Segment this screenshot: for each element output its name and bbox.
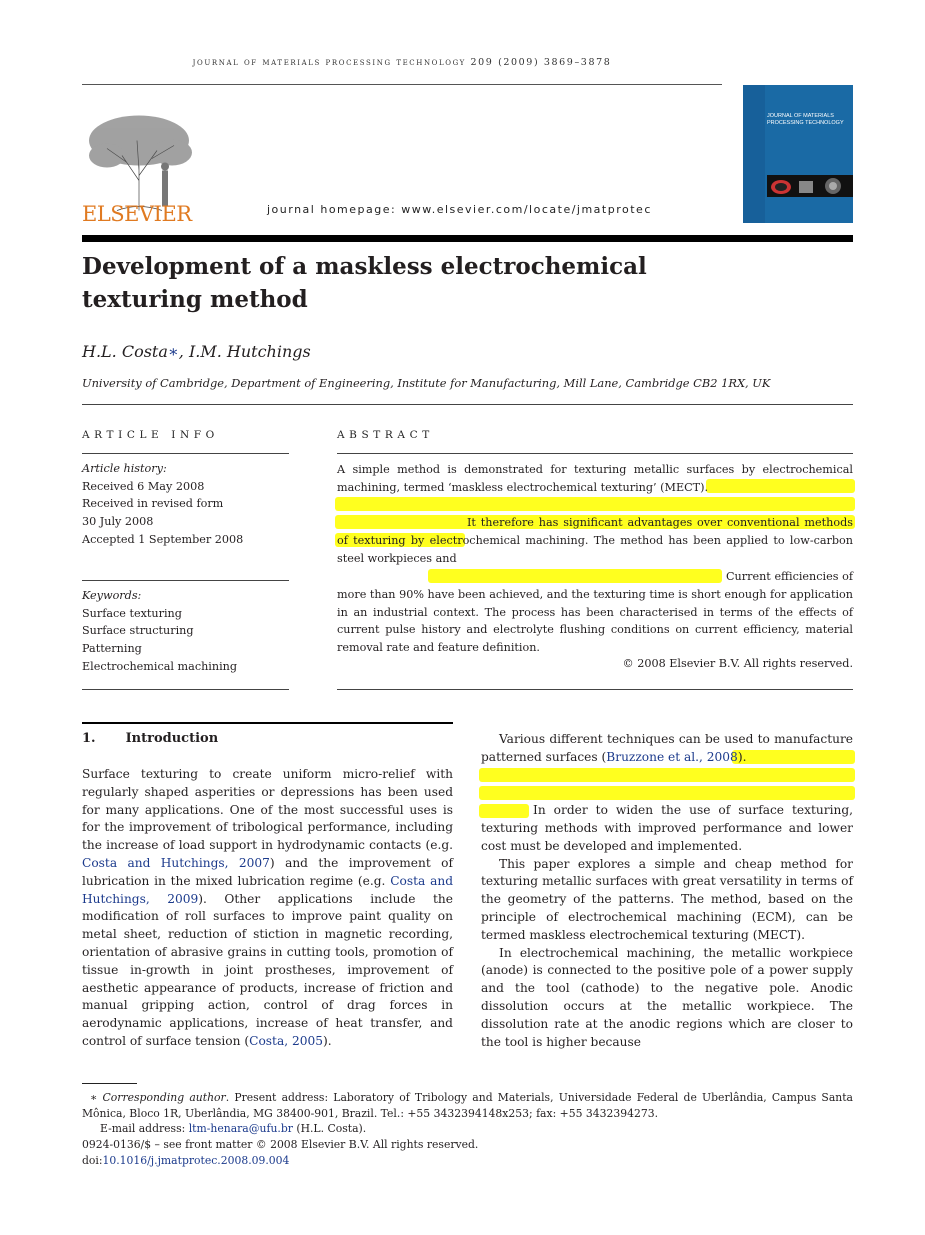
body-text: Surface texturing to create uniform micro-relief with regularly shaped asperities or depressions has been used for many applications. One of the most successful uses is for the improvement of tribological performance, including the increase of load support in hydrodynamic contacts (e.g. — [82, 767, 453, 853]
journal-citation-line: journal of materials processing technology 209 (2009) 3869–3878 — [192, 57, 612, 68]
intro-left-paragraph — [82, 766, 453, 1051]
footnote-label: Corresponding author — [102, 1091, 226, 1104]
abstract-text: A simple method is demonstrated for texturing metallic surfaces by electrochemical machining, termed ‘maskless electrochemical texturing’ (MECT). — [337, 463, 853, 494]
keywords-label: Keywords: — [82, 589, 142, 602]
email-link[interactable]: ltm-henara@ufu.br — [188, 1122, 293, 1135]
doi-link[interactable]: 10.1016/j.jmatprotec.2008.09.004 — [102, 1154, 290, 1167]
abstract-gap — [337, 497, 853, 515]
body-paragraph: In order to widen the use of surface texturing, texturing methods with improved performance and lower cost must be developed and implemented. — [481, 803, 853, 853]
footnote-text: . Present address: Laboratory of Tribology and Materials, Universidade Federal de Uberlândia, Campus Santa Mônica, Bloco 1R, Uberlândia, MG 38400-901, Brazil. Tel.: +55 3432394148x253; fax: +55 3432394273. — [82, 1091, 853, 1120]
article-title: Development of a maskless electrochemical texturing method — [82, 253, 647, 313]
history-label: Article history: — [82, 462, 167, 475]
author-name: H.L. Costa — [82, 342, 168, 361]
info-top-rule — [82, 404, 853, 405]
citation-link[interactable]: Costa and Hutchings, 2007 — [82, 855, 270, 870]
article-history — [82, 460, 292, 549]
cover-title: JOURNAL OF MATERIALS PROCESSING TECHNOLOGY — [767, 113, 844, 126]
intro-right-column — [481, 731, 853, 1051]
abstract-text: Current efficiencies of more than 90% have been achieved, and the texturing time is short enough for application in an industrial context. The process has been characterised in terms of the effects of current pulse history and electrolyte flushing conditions on current efficiency, material removal rate and feature definition. — [337, 570, 853, 655]
doi-label: doi: — [82, 1154, 103, 1167]
keyword: Electrochemical machining — [82, 659, 238, 673]
footnote-marker: ∗ — [90, 1091, 98, 1104]
author-name: , I.M. Hutchings — [178, 342, 311, 361]
body-text: ). Other applications include the modification of roll surfaces to improve paint quality on metal sheet, reduction of stiction in magnetic recording, orientation of abrasive grains in cutting tools, promotion of tissue in-growth in joint prostheses, improvement of aesthetic appearance of products, increase of friction and manual gripping action, control of drag forces in aerodynamic applications, increase of heat transfer, and control of surface tension ( — [82, 891, 453, 1048]
article-info-rule — [82, 453, 289, 454]
body-paragraph — [481, 731, 853, 767]
history-item: Received 6 May 2008 — [82, 479, 205, 493]
section-heading — [82, 731, 218, 746]
keyword: Surface structuring — [82, 624, 194, 638]
history-item: Accepted 1 September 2008 — [82, 532, 244, 546]
title-separator — [82, 235, 853, 242]
info-bottom-rule — [82, 689, 289, 690]
article-info-heading: ARTICLE INFO — [82, 429, 219, 441]
keywords-rule — [82, 580, 289, 581]
journal-homepage[interactable]: journal homepage: www.elsevier.com/locate/jmatprotec — [267, 203, 652, 216]
section-number: 1. — [82, 731, 96, 746]
keyword: Surface texturing — [82, 606, 182, 620]
abstract-body — [337, 461, 853, 568]
corresponding-author-marker[interactable]: ∗ — [167, 342, 179, 361]
abstract-heading: ABSTRACT — [337, 429, 434, 441]
body-paragraph: This paper explores a simple and cheap method for texturing metallic surfaces with great versatility in terms of the geometry of the patterns. The method, based on the principle of electrochemical machining (ECM), can be termed maskless electrochemical texturing (MECT). — [481, 856, 853, 942]
cover-photo — [767, 175, 853, 197]
copyright: © 2008 Elsevier B.V. All rights reserved. — [622, 657, 853, 670]
elsevier-wordmark: ELSEVIER — [82, 202, 192, 226]
citation-link[interactable]: Bruzzone et al., 2008 — [606, 749, 738, 764]
keyword: Patterning — [82, 642, 142, 656]
cover-spine — [743, 85, 765, 223]
abstract-text: It therefore has significant advantages over conventional methods of texturing by electrochemical machining. The method has been applied to low-carbon steel workpieces and — [337, 516, 853, 565]
footnote-rule — [82, 1083, 137, 1084]
corresponding-footnote — [82, 1090, 853, 1121]
body-text: ) and the improvement of lubrication in the mixed lubrication regime (e.g. — [82, 855, 453, 888]
doi-line — [82, 1153, 289, 1169]
highlight-gap — [481, 767, 853, 803]
body-text: ). — [737, 749, 747, 764]
issn-line: 0924-0136/$ – see front matter © 2008 Elsevier B.V. All rights reserved. — [82, 1138, 479, 1151]
header-rule — [82, 84, 722, 85]
body-paragraph: In electrochemical machining, the metallic workpiece (anode) is connected to the positive pole of a power supply and the tool (cathode) to the negative pole. Anodic dissolution occurs at the metallic workpiece. The dissolution rate at the anodic regions which are closer to the tool is higher because — [481, 945, 853, 1049]
author-list — [82, 342, 311, 361]
abstract-bottom-rule — [337, 689, 853, 690]
email-owner: (H.L. Costa). — [292, 1122, 367, 1135]
journal-cover-image — [743, 85, 853, 223]
email-label: E-mail address: — [100, 1122, 189, 1135]
citation-link[interactable]: Costa and Hutchings, 2009 — [82, 873, 453, 906]
history-item: 30 July 2008 — [82, 515, 154, 529]
history-item: Received in revised form — [82, 497, 224, 511]
section-title: Introduction — [125, 731, 219, 746]
body-text: ). — [322, 1033, 332, 1048]
keywords — [82, 587, 292, 676]
body-text: Various different techniques can be used to manufacture patterned surfaces ( — [481, 732, 853, 764]
affiliation: University of Cambridge, Department of Engineering, Institute for Manufacturing, Mill Lane, Cambridge CB2 1RX, UK — [82, 376, 771, 390]
citation-link[interactable]: Costa, 2005 — [249, 1033, 323, 1048]
email-line — [100, 1121, 366, 1137]
abstract-rule — [337, 453, 853, 454]
intro-rule — [82, 722, 453, 724]
cover-photo-strip — [767, 175, 853, 197]
